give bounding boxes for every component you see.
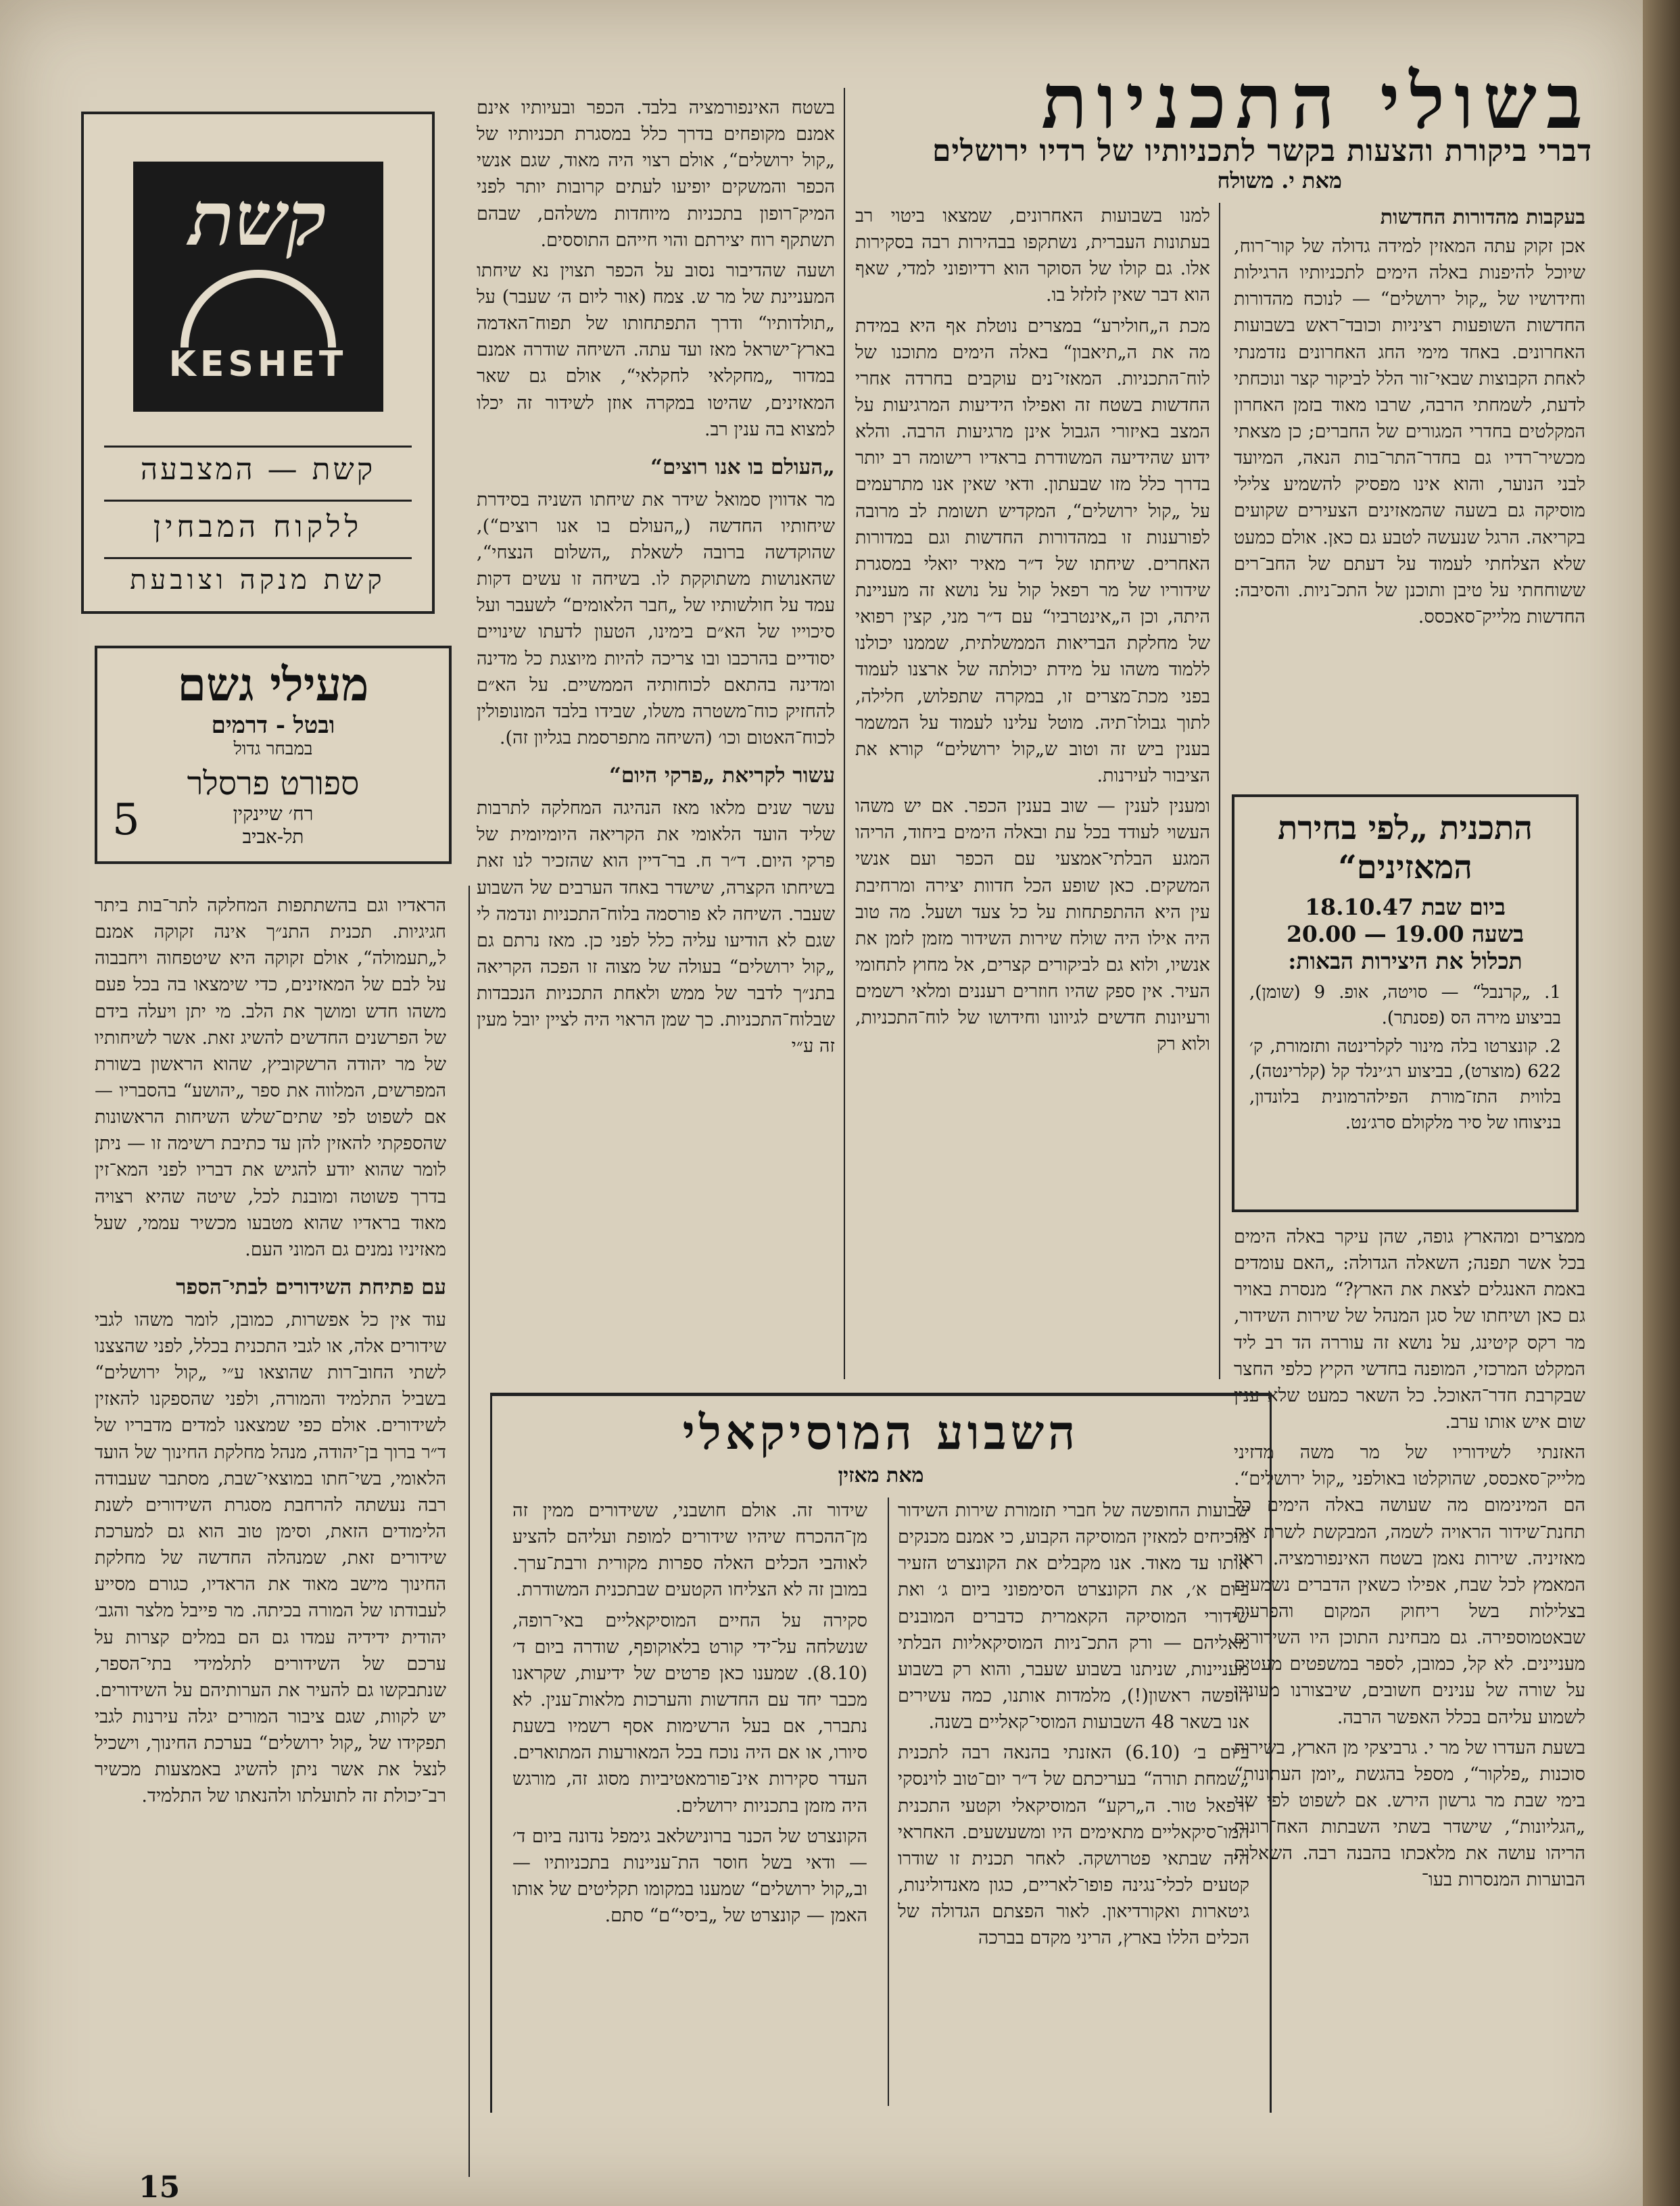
raincoats-advertisement [95, 646, 452, 864]
program-item: 2. קונצרטו בלה מינור לקלרינטה ותזמורת, ק׳ 622 (מוצרט), בביצוע רג׳ינלד קל (קלרינטה), בלווית התז־מורת הפילהרמונית בלונדון, בניצוחו של סיר מלקולם סרג׳נט. [1249, 1036, 1561, 1133]
keshet-logo-hebrew: קשת [189, 175, 327, 262]
col3-paragraph: מר אדווין סמואל שידר את שיחתו השניה בסידרת שיחותיו החדשה („העולם בו אנו רוצים“), שהוקדשה ברובה לשאלת „השלום הנצחי“, שהאנושות משתוקקת לו. בשיחה זו עשים דקות עמד על חולשותיו של „חבר הלאומים“ לשעבר ועל סיכוייו של הא״ם בימינו, הטעון לדעתו שינויים יסודיים בהרכבו ובו צריכה להיות מיוצגת כל מדינה ומדינה בהתאם לכוחותיה הממשיים. על הא״ם להחזיק כוח־משטרה משלו, שבידו בלבד המונופולין לכוח־האטום וכו׳ (השיחה מתפרסמת בגליון זה). [477, 489, 835, 749]
music-paragraph: סקירה על החיים המוסיקאליים באי־רופה, שנשלחה על־ידי קורט בלאוקופף, שודרה ביום ד׳ (8.10). שמענו כאן פרטים של ידיעות, שקראנו מכבר יחד עם החדשות והערכות מלאות־ענין. לא נתברר, אם בעל הרשימות אסף רשמיו בשעת סיורו, או אם היה נוכח בכל המאורעות המתוארים. העדר סקירות אינ־פורמאטיביות מסוג זה, מורגש היה מזמן בתכניות ירושלים. [512, 1610, 867, 1817]
music-article-byline: מאת מאזין [838, 1464, 924, 1487]
article-subtitle: דברי ביקורת והצעות בקשר לתכניותיו של רדיו ירושלים [932, 134, 1592, 168]
col3-subheading: „העולם בו אנו רוצים“ [650, 454, 835, 479]
ad-divider [104, 557, 412, 559]
raincoats-address-2: תל-אביב [242, 825, 304, 848]
column-4 [95, 892, 446, 2109]
music-article-title: השבוע המוסיקאלי [682, 1404, 1080, 1460]
program-box-date: ביום שבת 18.10.47 [1305, 894, 1506, 921]
keshet-line-2: ללקוח המבחין [153, 510, 363, 544]
column-1-continued [1234, 1224, 1585, 2103]
column-divider [844, 88, 845, 1379]
ad-divider [104, 500, 412, 502]
binding-edge [1643, 0, 1680, 2206]
col2-paragraph: מכת ה„חולירע“ במצרים נוטלת אף היא במידת מה את ה„תיאבון“ באלה הימים מתוכנו של לוח־התכניות. המאזי־נים עוקבים בחרדה אחרי החדשות בשטח זה ואפילו הידיעות המרגיעות על המצב באיזורי הגבול אינן מרגיעות הרבה. והלא ידוע שהידיעה המשודרת בראדיו רישומה רב יותר בדרך כלל מזו שבעתון. ודאי שאין אנו מתרעמים על „קול ירושלים“, המקדיש תשומת לב מרובה לפורענות זו במהדורות החדשות וגם במדורות האחרים. שיחתו של ד״ר מאיר יואלי במסגרת שידוריו של מר רפאל קול על נושא זה מעניינת היתה, וכן ה„אינטרביו“ עם ד״ר מני, קצין רפואי של מחלקת הבריאות הממשלתית, שממנו יכולנו ללמוד משהו על מידת יכולתה של ארצנו לעמוד בפני מכת־מצרים זו, במקרה שתפלוש, חלילה, לתוך גבולו־תיה. מוטל עלינו לעמוד על המשמר בענין ביש זה וטוב ש„קול ירושלים“ קורא את הציבור לעירנות. [855, 315, 1210, 786]
column-1-text [1234, 233, 1585, 791]
article-byline: מאת י. משולח [1217, 168, 1342, 193]
program-item: 1. „קרנבל“ — סויטה, אופ. 9 (שומן), בביצוע מירה הס (פסנתר). [1249, 982, 1561, 1028]
raincoats-line-1: ובטל - דרמים [211, 712, 335, 739]
keshet-logo [133, 162, 383, 412]
column-divider [1219, 203, 1220, 1379]
program-box-time: בשעה 19.00 — 20.00 [1286, 921, 1525, 948]
page-number: 15 [139, 2170, 181, 2205]
program-box-intro: תכלול את היצירות הבאות: [1288, 948, 1522, 975]
music-paragraph: ביום ב׳ (6.10) האזנתי בהנאה רבה לתכנית „שמחת תורה“ בעריכתם של ד״ר יום־טוב לוינסקי ורפאל טור. ה„רקע“ המוסיקאלי וקטעי התכנית המו־סיקאליים מתאימים היו ומשעשעים. האחראי היה שבתאי פטרושקה. לאחר תכנית זו שודרו קטעים לכלי־נגינה פופו־לאריים, כגון מאנדולינות, גיטארות ואקורדיאון. לאור הפצתם הגדולה של הכלים הללו בארץ, הריני מקדם בברכה [898, 1742, 1249, 1949]
col2-paragraph: למנו בשבועות האחרונים, שמצאו ביטוי רב בעתונות העברית, נשתקפו בבהירות רבה בסקירות אלו. גם קולו של הסוקר הוא רדיופוני למדי, שאף הוא דבר שאין לזלזל בו. [855, 206, 1210, 306]
col1-paragraph: ממצרים ומהארץ גופה, שהן עיקר באלה הימים בכל אשר תפנה; השאלה הגדולה: „האם עומדים באמת האנגלים לצאת את הארץ?“ מנסרת באויר גם כאן ושיחתו של סגן המנהל של שירות השידור, מר רקס קיטינג, על נושא זה עוררה הד רב ליד המקלט המרכזי, המופנה בחדשי הקיץ כלפי החצר שבקרבת חדר־האוכל. כל השאר כמעט שלא ענין שום איש אותו ערב. [1234, 1226, 1585, 1433]
column-2 [855, 203, 1210, 1379]
col4-paragraph: הראדיו וגם בהשתתפות המחלקה לתר־בות ביתר חגיגיות. תכנית התנ״ך אינה זקוקה אמנם ל„תעמולה“, אולם זקוקה היא שיטפחוה ויחבבוה על לבם של המאזינים, כדי שימצאו בה בכל פעם משהו חדש ומושך את הלב. מי יתן ויעלה בידם של הפרשנים החדשים להשיג זאת. אשר לשיחותיו של מר יהודה הרשקוביץ, שהוא הראשון בשורת המפרשים, המלווה את ספר „יהושע“ בהסבריו — אם לשפוט לפי שתים־שלש השיחות הראשונות שהספקתי להאזין להן עד כתיבת רשימה זו — ניתן לומר שהוא יודע להגיש את דבריו לפני המא־זין בדרך פשוטה ומובנת לכל, שיטה שהיא רצויה מאוד בראדיו שהוא מטבעו מכשיר עממי, שעל מאזיניו נמנים גם המוני העם. [95, 895, 446, 1260]
keshet-line-3: קשת מנקה וצובעת [130, 565, 386, 596]
music-paragraph: שבועות החופשה של חברי תזמורת שירות השידור מוכיחים למאזין המוסיקה הקבוע, כי אמנם מכנקים אותו עד מאוד. אנו מקבלים את הקונצרט הזעיר ביום א׳, את הקונצרט הסימפוני ביום ג׳ ואת שידורי המוסיקה הקאמרית כדברים המובנים מאליהם — ורק התכ־ניות המוסיקאליות הבלתי מעניינות, שניתנו בשבוע שעבר, והוא רק בשבוע הופשה ראשון(!), מלמדות אותנו, כמה עשירים אנו בשאר 48 השבועות המוסי־קאליים בשנה. [898, 1500, 1249, 1733]
article-title: בשולי התכניות [1041, 57, 1592, 146]
col3-paragraph: בשטח האינפורמציה בלבד. הכפר ובעיותיו אינם אמנם מקופחים בדרך כלל במסגרת תכניותיו של „קול ירושלים“, אולם רצוי היה מאוד, שגם אנשי הכפר והמשקים יופיעו לעתים קרובות יותר לפני המיק־רופון בתכניות מיוחדות משלהם, שבהם תשתקף רוח יצירתם והוי חייהם התוססים. [477, 97, 835, 251]
col4-subheading: עם פתיחת השידורים לבתי־הספר [176, 1274, 446, 1299]
music-column-a [898, 1497, 1249, 2106]
col1-paragraph: בשעת העדרו של מר י. גרביצקי מן הארץ, בשירות סוכנות „פלקור“, מספל בהגשת „יומן העתונות“ בימי שבת מר גרשון הירש. אם לשפוט לפי שני „הגליונות“, שישדר בשתי השבתות האח־רונות הריהו עושה את מלאכתו בהבנה רבה. השאלות הבוערות המנסרות בעו־ [1234, 1737, 1585, 1891]
col4-paragraph: עוד אין כל אפשרות, כמובן, לומר משהו לגבי שידורים אלה, או לגבי התכנית בכלל, לפני שהצצנו לשתי החוב־רות שהוצאו ע״י „קול ירושלים“ בשביל התלמיד והמורה, ולפני שהספקנו להאזין לשידורים. אולם כפי שמצאנו למדים מדבריו של ד״ר ברוך בן־יהודה, מנהל מחלקת החינוך של הועד הלאומי, בשי־חתו במוצאי־שבת, מסתבר שעבודה רבה נעשתה להרחבת מסגרת השידורים לשנת הלימודים הזאת, וסימן טוב הוא גם למערכת שידורים זאת, שמנהלה החדשה של מחלקת החינוך מישב מאוד את הראדיו, כגורם מסייע לעבודתו של המורה בכיתה. מר פייבל מלצר והגב׳ יהודית ידידיה עמדו גם הם במלים קצרות על ערכם של השידורים לתלמידי בתי־הספר, שנתבקשו גם להעיר את הערותיהם על השידורים. יש לקוות, שגם ציבור המורים יגלה עירנות לגבי תפקידו של „קול ירושלים“ בערכת החינוך, וישכיל לנצל את אשר ניתן להשיג באמצעות מכשיר רב־יכולת זה לתועלתו ולהנאתו של התלמיד. [95, 1309, 446, 1807]
raincoats-shop: ספורט פרסלר [187, 765, 360, 802]
column-3 [477, 95, 835, 1379]
raincoats-number: 5 [112, 795, 140, 845]
col1-subheading: בעקבות מהדורות החדשות [1380, 206, 1585, 229]
ad-divider [104, 446, 412, 448]
keshet-line-1: קשת — המצבעה [140, 452, 376, 487]
rainbow-icon [181, 270, 336, 347]
column-divider [469, 886, 470, 2177]
col2-paragraph: ומענין לענין — שוב בענין הכפר. אם יש משהו העשוי לעודד בכל עת ובאלה הימים ביחוד, הריהו המגע הבלתי־אמצעי עם הכפר ועם אנשי המשקים. כאן שופע הכל חדוות יצירה ומרחיבת עין היא ההתפתחות על כל צעד ושעל. מה טוב היה אילו היה שולח שירות השידור מזמן לזמן את אנשיו, ולוא גם לביקורים קצרים, אל מחוץ לתחומי העיר. אין ספק שהיו חוזרים רעננים ומלאי רשמים ורעיונות חדשים לגיוונו וחידושו של לוח־התכניות, ולוא רק [855, 796, 1210, 1055]
raincoats-address-1: רח׳ שיינקין [233, 802, 314, 825]
music-paragraph: הקונצרט של הכנר ברונישלאב גימפל נדונה ביום ד׳ — ודאי בשל חוסר הת־עניינות בתכניותיו — וב„קול ירושלים“ שמענו במקומו תקליטים של אותו האמן — קונצרט של „ביסי“ם“ סתם. [512, 1825, 867, 1927]
program-box [1232, 794, 1579, 1212]
keshet-advertisement [81, 112, 435, 614]
music-column-b [512, 1497, 867, 2106]
music-paragraph: שידור זה. אולם חושבני, ששידורים ממין זה מן־ההכרח שיהיו שידורים למופת ועליהם להציע לאוהבי הכלים האלה ספרות מקורית ורבת־ערך. במובן זה לא הצליחו הקטעים שבתכנית המשודרת. [512, 1500, 867, 1601]
raincoats-title: מעילי גשם [177, 658, 369, 712]
program-box-title: התכנית „לפי בחירת המאזינים“ [1278, 809, 1533, 886]
keshet-logo-latin: KESHET [168, 344, 347, 385]
col3-paragraph: עשר שנים מלאו מאז הנהיגה המחלקה לתרבות שליד הועד הלאומי את הקריאה היומיומית של פרקי היום. ד״ר ח. בר־דיין הוא שהזכיר לנו זאת בשיחתו הקצרה, שישדר באחד הערבים של השבוע שעבר. השיחה לא פורסמה בלוח־התכניות ונדמה לי שגם לא הודיעו עליה כלל לפני כן. מאז נרתם גם „קול ירושלים“ בעולה של מצוה זו הפכה הקריאה בתנ״ך לדבר של ממש ולאחת התכניות הנכבדות שבלוח־התכניות. כך שמן הראוי היה לציין יובל מעין זה ע״י [477, 798, 835, 1057]
col1-paragraph: האזנתי לשידוריו של מר משה מדזיני מלייק־סאכסס, שהוקלטו באולפני „קול ירושלים“. הם המינימום מה שעושה באלה הימים כל תחנת־שידור הראויה לשמה, המבקשת לשרת את מאזיניה. שירות נאמן בשטח האינפורמציה. ראוי המאמץ לכל שבח, אפילו כשאין הדברים נשמעים בצלילות בשל ריחוק המקום והפרעות שבאטמוספירה. גם מבחינת התוכן היו השידורים מעניינים. לא קל, כמובן, לספר במשפטים מעטים על שורה של ענינים חשובים, שיבצורנו מעוניין לשמוע עליהם בכלל האפשר הרבה. [1234, 1442, 1585, 1728]
col1-paragraph: אכן זקוק עתה המאזין למידה גדולה של קור־רוח, שיוכל להיפנות באלה הימים לתכניותיו הרגילות וחידושיו של „קול ירושלים“ — לנוכח מהדורות החדשות השופעות רציניות וכובד־ראש בשבועות האחרונים. באחד מימי החג האחרונים נזדמנתי לאחת הקבוצות שבאי־זור הלל לביקור קצר ונוכחתי לדעת, לשמחתי הרבה, שרבו מאוד בזמן האחרון המקלטים בחדרי המגורים של החברים; כן מצאתי מכשיר־רדיו גם בחדר־התר־בות הנאה, המיועד לבני הנוער, והוא אינו מפסיק להשמיע צלילי מוסיקה גם בשעה שהמאזינים הצעירים שקועים בקריאה. הרגל שנעשה לטבע גם כאן. אולם כמעט שלא הצלחתי לעמוד על דעתם של החב־רים ששוחחתי על טיבן ותוכנן של התכ־ניות. והסיבה: החדשות מלייק־סאכסס. [1234, 236, 1585, 627]
music-article [490, 1393, 1272, 2113]
raincoats-line-2: במבחר גדול [233, 739, 313, 759]
column-divider [888, 1497, 889, 2106]
col3-subheading: עשור לקריאת „פרקי היום“ [609, 763, 835, 788]
col3-paragraph: ושעה שהדיבור נסוב על הכפר תצוין נא שיחתו המעניינת של מר ש. צמח (אור ליום ה׳ שעבר) על „תולדותיו“ ודרך התפתחותו של תפוח־האדמה בארץ־ישראל מאז ועד עתה. השיחה שודרה אמנם במדור „מחקלאי לחקלאי“, אולם גם שאר המאזינים, שהיטו במקרה אוזן לשידור זה יכלו למצוא בה ענין רב. [477, 260, 835, 440]
